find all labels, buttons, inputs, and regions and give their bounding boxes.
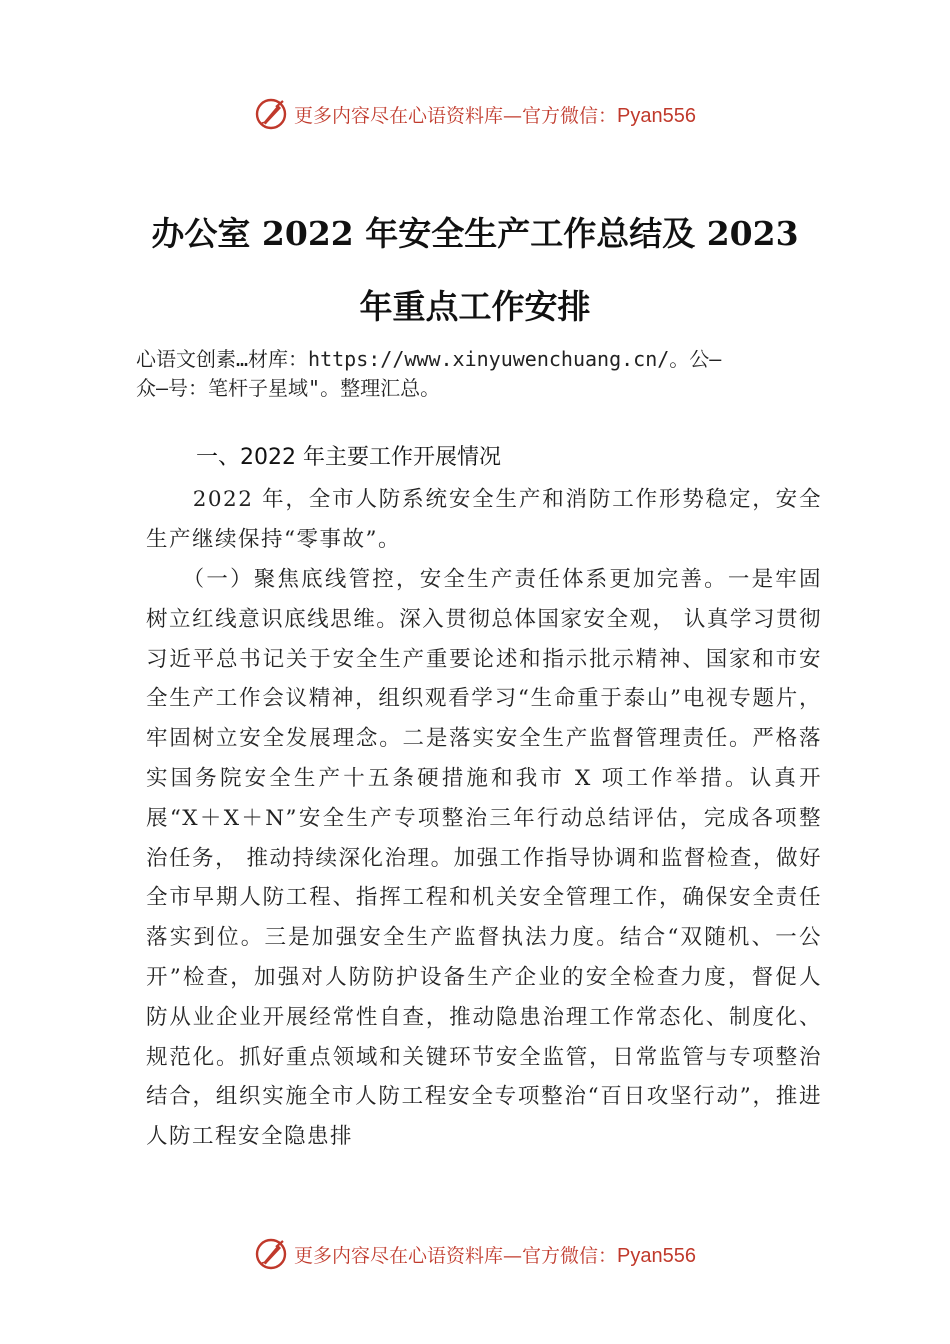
document-title-line1: 办公室 2022 年安全生产工作总结及 2023 — [151, 214, 799, 253]
wechat-id: Pyan556 — [617, 1244, 696, 1267]
banner-text: 更多内容尽在心语资料库—官方微信：Pyan556 — [294, 104, 696, 127]
paragraph-1: 2022 年，全市人防系统安全生产和消防工作形势稳定，安全生产继续保持“零事故”。 — [146, 487, 822, 552]
footer-banner — [0, 1234, 950, 1274]
document-title-line2: 年重点工作安排 — [359, 287, 591, 326]
quill-pen-logo-icon — [254, 97, 288, 131]
source-note-line1: 心语文创素…材库：https://www.xinyuwenchuang.cn/。公— — [136, 347, 722, 371]
header-banner — [0, 94, 950, 134]
source-note-line2: 众—号：笔杆子星域"。整理汇总。 — [136, 376, 441, 400]
quill-pen-logo-icon — [254, 1237, 288, 1271]
paragraph-2: （一）聚焦底线管控，安全生产责任体系更加完善。一是牢固树立红线意识底线思维。深入贯彻总体国家安全观， 认真学习贯彻习近平总书记关于安全生产重要论述和指示批示精神、国家和市安全生产工作会议精神，组织观看学习“生命重于泰山”电视专题片，牢固树立安全发展理念。二是落实安全生产监督管理责任。严格落实国务院安全生产十五条硬措施和我市 X 项工作举措。认真开展“X＋X＋N”安全生产专项整治三年行动总结评估，完成各项整治任务， 推动持续深化治理。加强工作指导协调和监督检查，做好全市早期人防工程、指挥工程和机关安全管理工作，确保安全责任落实到位。三是加强安全生产监督执法力度。结合“双随机、一公开”检查，加强对人防防护设备生产企业的安全检查力度，督促人防从业企业开展经常性自查，推动隐患治理工作常态化、制度化、规范化。抓好重点领域和关键环节安全监管，日常监管与专项整治结合，组织实施全市人防工程安全专项整治“百日攻坚行动”，推进人防工程安全隐患排 — [146, 567, 822, 1150]
section-heading: 一、2022 年主要工作开展情况 — [196, 445, 501, 470]
wechat-id: Pyan556 — [617, 104, 696, 127]
banner-text: 更多内容尽在心语资料库—官方微信：Pyan556 — [294, 1244, 696, 1267]
source-note — [136, 345, 836, 403]
